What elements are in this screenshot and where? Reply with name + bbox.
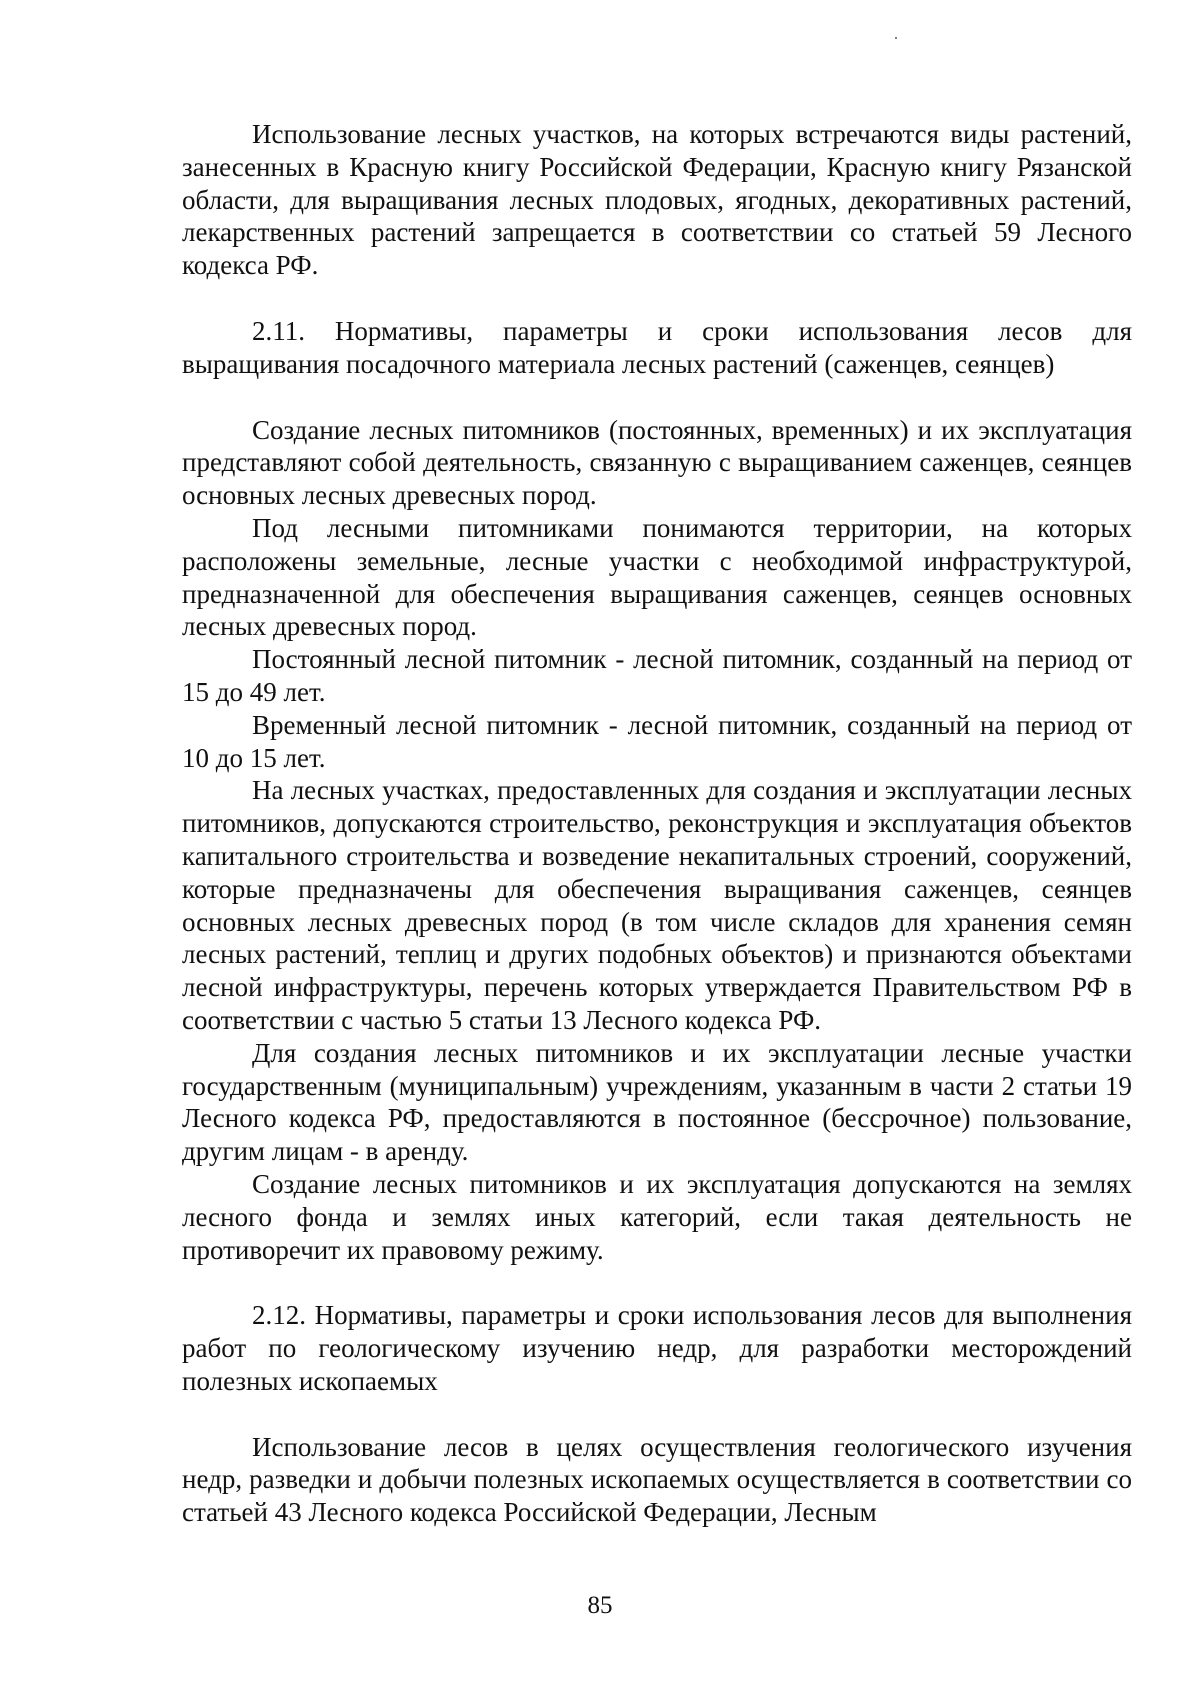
page-number: 85 — [587, 1592, 613, 1619]
paragraph-permanent-nursery: Постоянный лесной питомник - лесной питомник, созданный на период от 15 до 49 лет. — [182, 644, 1132, 707]
paragraph-nursery-land-provision: Для создания лесных питомников и их эксплуатации лесные участки государственным (муниципальным) учреждениям, указанным в части 2 статьи 19 Лесного кодекса РФ, предоставляются в постоянное (бессрочное) пользование, другим лицам - в аренду. — [182, 1037, 1132, 1167]
spacer — [182, 1266, 1132, 1299]
section-heading-2-12: 2.12. Нормативы, параметры и сроки использования лесов для выполнения работ по геологическому изучению недр, для разработки месторождений полезных ископаемых — [182, 1300, 1132, 1396]
spacer — [182, 381, 1132, 414]
scan-speck — [895, 37, 897, 39]
paragraph-red-book-restriction: Использование лесных участков, на которых встречаются виды растений, занесенных в Красную книгу Российской Федерации, Красную книгу Рязанской области, для выращивания лесных плодовых, ягодных, декоративных растений, лекарственных растений запрещается в соответствии со статьей 59 Лесного кодекса РФ. — [182, 119, 1132, 281]
paragraph-nursery-construction: На лесных участках, предоставленных для создания и эксплуатации лесных питомников, допускаются строительство, реконструкция и эксплуатация объектов капитального строительства и возведение некапитальных строений, сооружений, которые предназначены для обеспечения выращивания саженцев, сеянцев основных лесных древесных пород (в том числе складов для хранения семян лесных растений, теплиц и других подобных объектов) и признаются объектами лесной инфраструктуры, перечень которых утверждается Правительством РФ в соответствии с частью 5 статьи 13 Лесного кодекса РФ. — [182, 775, 1132, 1035]
paragraph-geological-use: Использование лесов в целях осуществления геологического изучения недр, разведки и добычи полезных ископаемых осуществляется в соответствии со статьей 43 Лесного кодекса Российской Федерации, Лесным — [182, 1431, 1132, 1528]
paragraph-nursery-definition: Под лесными питомниками понимаются территории, на которых расположены земельные, лесные участки с необходимой инфраструктурой, предназначенной для обеспечения выращивания саженцев, сеянцев основных лесных древесных пород. — [182, 512, 1132, 642]
paragraph-nursery-land-categories: Создание лесных питомников и их эксплуатация допускаются на землях лесного фонда и землях иных категорий, если такая деятельность не противоречит их правовому режиму. — [182, 1168, 1132, 1265]
spacer — [182, 1398, 1132, 1431]
paragraph-temporary-nursery: Временный лесной питомник - лесной питомник, созданный на период от 10 до 15 лет. — [182, 709, 1132, 773]
body-text — [182, 118, 1132, 1529]
section-heading-2-11: 2.11. Нормативы, параметры и сроки использования лесов для выращивания посадочного материала лесных растений (саженцев, сеянцев) — [182, 315, 1132, 379]
spacer — [182, 282, 1132, 315]
paragraph-nursery-creation: Создание лесных питомников (постоянных, временных) и их эксплуатация представляют собой деятельность, связанную с выращиванием саженцев, сеянцев основных лесных древесных пород. — [182, 414, 1132, 511]
